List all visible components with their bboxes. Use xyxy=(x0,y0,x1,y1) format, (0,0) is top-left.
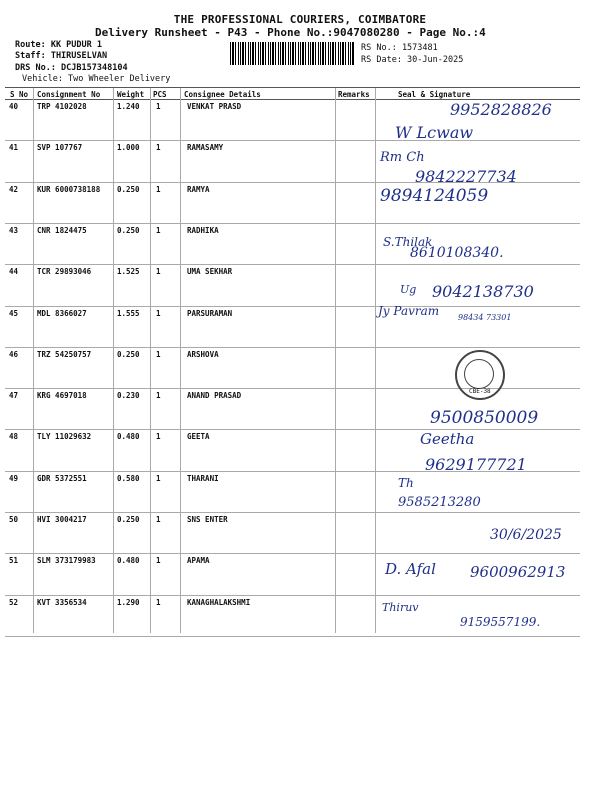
row-weight: 1.240 xyxy=(117,102,140,111)
row-consignee: KANAGHALAKSHMI xyxy=(187,597,251,607)
row-consignee: SNS ENTER xyxy=(187,515,228,524)
row-pcs: 1 xyxy=(156,267,161,277)
row-weight: 1.555 xyxy=(117,308,140,318)
row-consignment-no: KRG 4697018 xyxy=(37,391,87,401)
handwritten-signature: Rm Ch xyxy=(380,150,425,165)
company-title: THE PROFESSIONAL COURIERS, COIMBATORE xyxy=(173,13,427,26)
row-sno: 40 xyxy=(9,102,19,111)
row-weight: 0.230 xyxy=(117,391,140,401)
row-consignment-no: SLM 373179983 xyxy=(37,556,96,566)
row-consignee: ARSHOVA xyxy=(187,349,219,359)
handwritten-signature: S.Thilak xyxy=(383,235,433,249)
col-header-consignee: Consignee Details xyxy=(184,90,261,99)
handwritten-phone: 9600962913 xyxy=(470,563,566,581)
row-consignment-no: TRZ 54250757 xyxy=(37,349,92,359)
row-pcs: 1 xyxy=(156,143,161,153)
row-pcs: 1 xyxy=(156,391,161,401)
row-consignment-no: MDL 8366027 xyxy=(37,308,87,318)
column-divider xyxy=(33,88,34,633)
row-consignee: ANAND PRASAD xyxy=(187,391,242,401)
row-pcs: 1 xyxy=(156,225,161,235)
row-weight: 0.250 xyxy=(117,515,140,524)
row-pcs: 1 xyxy=(156,184,161,194)
handwritten-signature: D. Afal xyxy=(385,560,436,578)
row-weight: 0.250 xyxy=(117,349,140,359)
handwritten-phone: 9500850009 xyxy=(430,408,539,428)
drs-label: DRS No.: DCJB157348104 xyxy=(15,63,128,73)
row-divider xyxy=(5,306,580,307)
row-consignee: RADHIKA xyxy=(187,225,219,235)
row-consignment-no: CNR 1824475 xyxy=(37,225,87,235)
column-divider xyxy=(335,88,336,633)
handwritten-phone: W Lcwaw xyxy=(395,123,474,142)
row-pcs: 1 xyxy=(156,102,161,111)
row-divider xyxy=(5,471,580,472)
row-sno: 41 xyxy=(9,143,19,153)
row-divider xyxy=(5,595,580,596)
handwritten-signature: Ug xyxy=(400,283,417,296)
row-sno: 49 xyxy=(9,473,19,483)
table-top-rule xyxy=(5,87,580,88)
row-consignment-no: SVP 107767 xyxy=(37,143,83,153)
row-weight: 0.250 xyxy=(117,184,140,194)
row-consignee: RAMASAMY xyxy=(187,143,224,153)
row-sno: 48 xyxy=(9,432,19,442)
row-divider xyxy=(5,636,580,637)
row-divider xyxy=(5,512,580,513)
row-divider xyxy=(5,264,580,265)
handwritten-phone: 8610108340. xyxy=(410,245,504,261)
rs-no-label: RS No.: 1573481 xyxy=(361,43,438,53)
handwritten-signature: 9952828826 xyxy=(450,100,552,119)
handwritten-phone: 98434 73301 xyxy=(458,313,512,322)
row-consignee: VENKAT PRASD xyxy=(187,102,242,111)
row-sno: 43 xyxy=(9,225,19,235)
row-divider xyxy=(5,182,580,183)
row-consignment-no: GDR 5372551 xyxy=(37,473,87,483)
runsheet-title: Delivery Runsheet - P43 - Phone No.:9047080280 - Page No.:4 xyxy=(95,26,486,39)
row-consignment-no: TRP 4102028 xyxy=(37,102,87,111)
row-consignee: PARSURAMAN xyxy=(187,308,233,318)
row-sno: 52 xyxy=(9,597,19,607)
handwritten-signature: 30/6/2025 xyxy=(490,527,562,543)
row-weight: 0.480 xyxy=(117,432,140,442)
col-header-remarks: Remarks xyxy=(338,90,370,99)
row-pcs: 1 xyxy=(156,349,161,359)
row-sno: 42 xyxy=(9,184,19,194)
row-consignee: UMA SEKHAR xyxy=(187,267,233,277)
column-divider xyxy=(375,88,376,633)
row-weight: 0.580 xyxy=(117,473,140,483)
column-divider xyxy=(113,88,114,633)
handwritten-phone: 9042138730 xyxy=(432,282,534,301)
row-consignment-no: KVT 3356534 xyxy=(37,597,87,607)
row-consignment-no: TLY 11029632 xyxy=(37,432,92,442)
row-pcs: 1 xyxy=(156,432,161,442)
col-header-pcs: PCS xyxy=(153,90,167,99)
handwritten-signature: 9894124059 xyxy=(380,186,489,206)
row-weight: 0.250 xyxy=(117,225,140,235)
row-pcs: 1 xyxy=(156,473,161,483)
col-header-weight: Weight xyxy=(117,90,145,99)
row-consignee: GEETA xyxy=(187,432,210,442)
row-pcs: 1 xyxy=(156,597,161,607)
vehicle-label: Vehicle: Two Wheeler Delivery xyxy=(22,74,171,84)
row-consignee: RAMYA xyxy=(187,184,210,194)
row-pcs: 1 xyxy=(156,308,161,318)
row-divider xyxy=(5,429,580,430)
row-consignee: APAMA xyxy=(187,556,210,566)
row-sno: 47 xyxy=(9,391,19,401)
seal-stamp-text: CBE-38 xyxy=(469,388,491,395)
row-pcs: 1 xyxy=(156,556,161,566)
handwritten-signature: Th xyxy=(398,476,414,490)
handwritten-phone: 9585213280 xyxy=(398,495,481,510)
row-weight: 1.525 xyxy=(117,267,140,277)
row-consignment-no: TCR 29893046 xyxy=(37,267,92,277)
row-sno: 46 xyxy=(9,349,19,359)
row-divider xyxy=(5,347,580,348)
row-weight: 1.000 xyxy=(117,143,140,153)
rs-date-label: RS Date: 30-Jun-2025 xyxy=(361,55,464,65)
row-weight: 0.480 xyxy=(117,556,140,566)
row-sno: 50 xyxy=(9,515,19,524)
row-sno: 44 xyxy=(9,267,19,277)
handwritten-signature: Geetha xyxy=(420,430,475,448)
handwritten-phone: 9842227734 xyxy=(415,167,517,186)
row-pcs: 1 xyxy=(156,515,161,524)
seal-stamp xyxy=(455,350,505,400)
row-divider xyxy=(5,223,580,224)
handwritten-signature: Thiruv xyxy=(382,601,419,614)
handwritten-phone: 9159557199. xyxy=(460,615,541,629)
row-sno: 45 xyxy=(9,308,19,318)
row-consignment-no: HVI 3004217 xyxy=(37,515,87,524)
col-header-signature: Seal & Signature xyxy=(398,90,471,99)
row-consignment-no: KUR 6000738188 xyxy=(37,184,101,194)
handwritten-signature: Jy Pavram xyxy=(378,304,440,318)
barcode xyxy=(230,42,354,65)
handwritten-phone: 9629177721 xyxy=(425,455,527,474)
row-divider xyxy=(5,553,580,554)
column-divider xyxy=(180,88,181,633)
row-sno: 51 xyxy=(9,556,19,566)
staff-label: Staff: THIRUSELVAN xyxy=(15,51,108,61)
route-label: Route: KK PUDUR 1 xyxy=(15,40,102,50)
seal-stamp-inner xyxy=(464,359,494,389)
col-header-consignment: Consignment No xyxy=(37,90,101,99)
row-weight: 1.290 xyxy=(117,597,140,607)
col-header-sno: S No xyxy=(10,90,29,99)
row-consignee: THARANI xyxy=(187,473,219,483)
row-divider xyxy=(5,140,580,141)
column-divider xyxy=(150,88,151,633)
